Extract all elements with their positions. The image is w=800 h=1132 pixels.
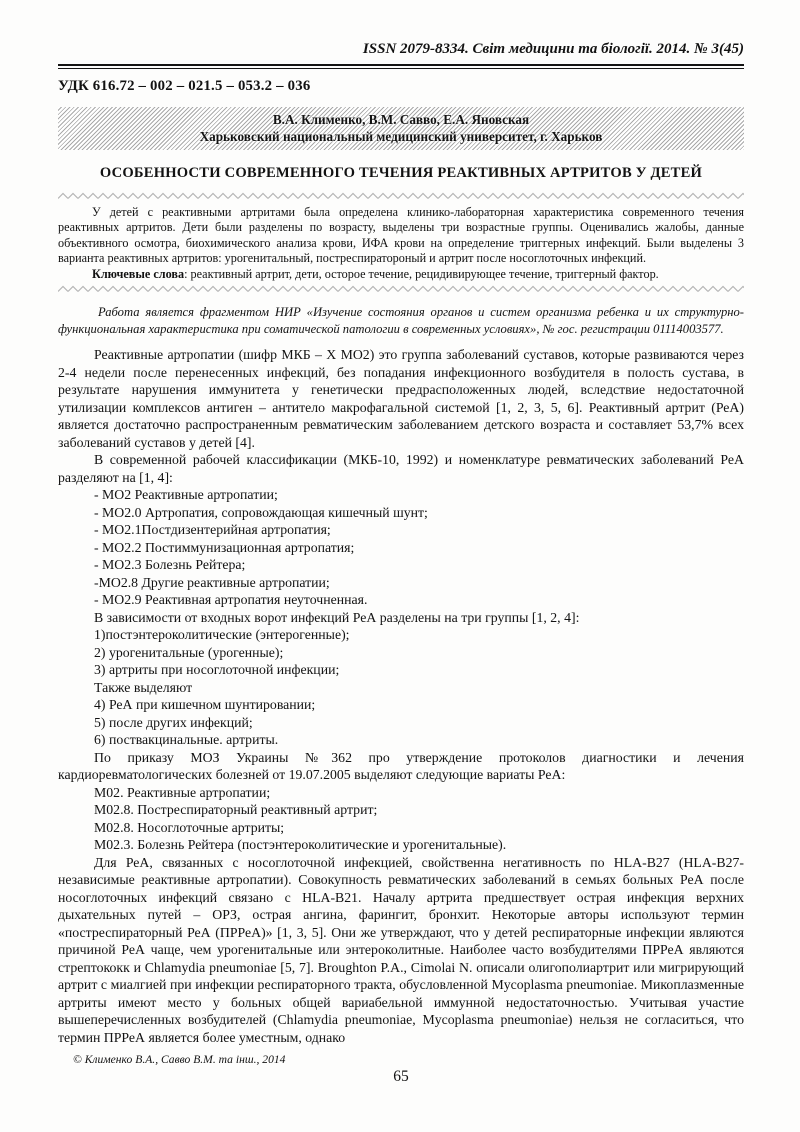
body-paragraph-5: - МО2.2 Постиммунизационная артропатия; — [94, 539, 355, 555]
body-paragraph-11: 2) урогенитальные (урогенные); — [94, 644, 284, 660]
body-paragraph-1: В современной рабочей классификации (МКБ-10, 1992) и номенклатуре ревматических заболеваний РеА разделяют на [1, 4]: — [58, 452, 744, 485]
body-paragraph-3: - МО2.0 Артропатия, сопровождающая кишечный шунт; — [94, 504, 428, 520]
article-body — [58, 346, 744, 1046]
body-paragraph-15: 5) после других инфекций; — [94, 714, 253, 730]
abstract-keywords — [58, 267, 744, 282]
body-paragraph-0: Реактивные артропатии (шифр МКБ – Х МО2) это группа заболеваний суставов, которые развиваются через 2-4 недели после перенесенных инфекций, без попадания инфекционного возбудителя в полость сустава, в результате нарушения иммунитета у генетически предрасположенных людей, вследствие недостаточной утилизации комплексов антиген – антитело макрофагальной системой [1, 2, 3, 5, 6]. Реактивный артрит (РеА) является достаточно распространенным ревматическим заболеванием детского возраста и составляет 53,7% всех заболеваний суставов у детей [4]. — [58, 347, 744, 450]
journal-issn-line: ISSN 2079-8334. Світ медицини та біології. 2014. № 3(45) — [362, 41, 744, 57]
abstract-block — [58, 205, 744, 282]
body-paragraph-7: -МО2.8 Другие реактивные артропатии; — [94, 574, 330, 590]
body-paragraph-20: М02.8. Носоглоточные артриты; — [94, 819, 285, 835]
body-paragraph-9: В зависимости от входных ворот инфекций РеА разделены на три группы [1, 2, 4]: — [94, 609, 580, 625]
keywords-text: : реактивный артрит, дети, осторое течение, рецидивирующее течение, триггерный фактор. — [184, 266, 659, 281]
authors-box — [58, 107, 744, 150]
body-paragraph-13: Также выделяют — [94, 679, 193, 695]
header-double-rule — [58, 64, 744, 69]
body-paragraph-4: - МО2.1Постдизентерийная артропатия; — [94, 522, 331, 538]
body-paragraph-17: По приказу МОЗ Украины №362 про утверждение протоколов диагностики и лечения кардиоревматологических болезней от 19.07.2005 выделяют следующие вариаты РеА: — [58, 749, 744, 783]
authors-line: В.А. Клименко, В.М. Савво, Е.А. Яновская — [272, 112, 530, 127]
page-footer — [58, 1053, 744, 1086]
body-paragraph-8: - МО2.9 Реактивная артропатия неуточненная. — [94, 592, 368, 608]
body-paragraph-12: 3) артриты при носоглоточной инфекции; — [94, 662, 340, 678]
body-paragraph-2: - МО2 Реактивные артропатии; — [94, 487, 278, 503]
body-paragraph-10: 1)постэнтероколитические (энтерогенные); — [94, 627, 350, 643]
copyright-note: © Клименко В.А., Савво В.М. та інш., 2014 — [73, 1053, 286, 1067]
udk-code: УДК 616.72 – 002 – 021.5 – 053.2 – 036 — [58, 78, 311, 94]
body-paragraph-21: М02.3. Болезнь Рейтера (постэнтероколитические и урогенитальные). — [94, 837, 507, 853]
article-title: ОСОБЕННОСТИ СОВРЕМЕННОГО ТЕЧЕНИЯ РЕАКТИВНЫХ АРТРИТОВ У ДЕТЕЙ — [99, 165, 703, 181]
body-paragraph-14: 4) РеА при кишечном шунтировании; — [94, 697, 316, 713]
nir-note: Работа является фрагментом НИР «Изучение состояния органов и систем организма ребенка и их структурно-функциональная характеристика при соматической патологии в современных условиях», № гос. регистрации 01114003577. — [58, 305, 744, 336]
zigzag-divider-top — [58, 192, 744, 200]
body-paragraph-16: 6) поствакцинальные. артриты. — [94, 732, 279, 748]
body-paragraph-18: М02. Реактивные артропатии; — [94, 784, 271, 800]
keywords-label: Ключевые слова — [92, 266, 185, 281]
body-paragraph-19: М02.8. Постреспираторный реактивный артрит; — [94, 802, 378, 818]
page-number: 65 — [393, 1068, 409, 1086]
body-paragraph-6: - МО2.3 Болезнь Рейтера; — [94, 557, 246, 573]
zigzag-divider-bottom — [58, 285, 744, 293]
abstract-text: У детей с реактивными артритами была определена клинико-лабораторная характеристика современного течения реактивных артритов. Дети были разделены по возрасту, выделены три возрастные группы. Оценивались жалобы, данные объективного осмотра, биохимического анализа крови, ИФА крови на определение триггерных инфекций. Были выделены 3 варианта реактивных артритов: урогенитальный, постреспиратороный и артрит после носоглоточных инфекций. — [58, 205, 744, 266]
body-paragraph-22: Для РеА, связанных с носоглоточной инфекцией, свойственна негативность по HLA-B27 (HLA-B27-независимые реактивные артропатии). Совокупность ревматических заболеваний в семьях больных РеА после носоглоточных инфекций связано с HLA-B21. Началу артрита предшествует острая инфекция верхних дыхательных путей – ОРЗ, острая ангина, фарингит, бронхит. Некоторые авторы используют термин «постреспираторный РеА (ПРРеА)» [1, 3, 5]. Они же утверждают, что у детей респираторные инфекции являются причиной РеА чаще, чем урогенитальные или энтероколитные. Наиболее часто возбудителями ПРРеА являются стрептококк и Chlamydia pneumoniae [5, 7]. Broughton P.A., Cimolai N. описали олигополиартрит или мигрирующий артрит с миалгией при инфекции респираторного тракта, обусловленной Mycoplasma pneumoniae. Микоплазменные артриты имеют место у больных общей вариабельной иммунной недостаточностью. Учитывая участие вышеперечисленных возбудителей (Chlamydia pneumoniae, Mycoplasma pneumoniae) нельзя не согласиться, что термин ПРРеА является более уместным, однако — [58, 854, 744, 1045]
affiliation-line: Харьковский национальный медицинский университет, г. Харьков — [199, 129, 603, 144]
